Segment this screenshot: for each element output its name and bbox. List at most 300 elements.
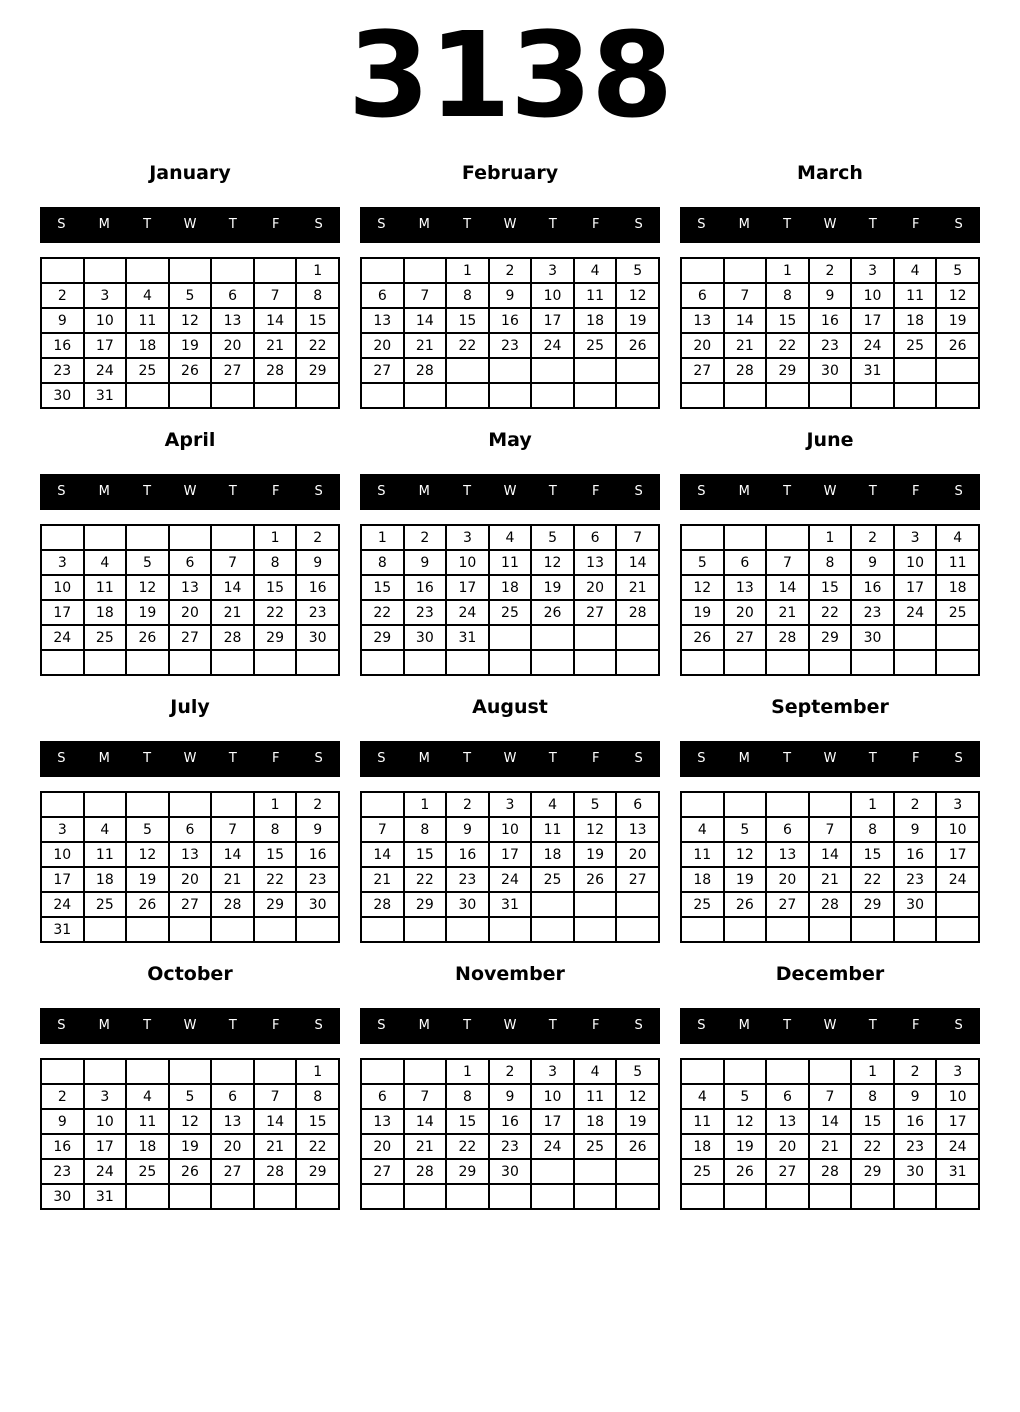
day-cell: 5 xyxy=(169,1084,212,1109)
weekday-label: T xyxy=(783,484,792,499)
day-cell-empty xyxy=(489,358,532,383)
weekday-label: F xyxy=(591,1018,600,1033)
day-cell-empty xyxy=(766,525,809,550)
week-row xyxy=(361,1109,659,1134)
day-cell: 26 xyxy=(531,600,574,625)
day-cell: 29 xyxy=(254,625,297,650)
day-cell: 14 xyxy=(809,1109,852,1134)
week-row xyxy=(361,917,659,942)
day-cell-empty xyxy=(361,792,404,817)
day-cell: 18 xyxy=(126,333,169,358)
day-cell: 28 xyxy=(254,1159,297,1184)
day-cell-empty xyxy=(681,1059,724,1084)
day-cell: 15 xyxy=(446,1109,489,1134)
month-title: March xyxy=(797,162,863,184)
day-cell: 20 xyxy=(211,333,254,358)
day-cell-empty xyxy=(404,1059,447,1084)
day-cell: 21 xyxy=(211,867,254,892)
week-row xyxy=(681,525,979,550)
day-cell: 9 xyxy=(296,817,339,842)
day-cell-empty xyxy=(126,383,169,408)
day-cell: 7 xyxy=(766,550,809,575)
day-cell-empty xyxy=(211,1184,254,1209)
day-cell: 8 xyxy=(296,1084,339,1109)
day-cell: 15 xyxy=(361,575,404,600)
day-cell: 26 xyxy=(616,333,659,358)
month-days-table xyxy=(360,791,660,943)
day-cell-empty xyxy=(254,1184,297,1209)
day-cell: 28 xyxy=(211,625,254,650)
day-cell-empty xyxy=(84,650,127,675)
day-cell: 31 xyxy=(84,383,127,408)
weekday-label: T xyxy=(868,484,877,499)
week-row xyxy=(361,842,659,867)
day-cell: 31 xyxy=(936,1159,979,1184)
day-cell: 29 xyxy=(296,1159,339,1184)
day-cell: 24 xyxy=(531,333,574,358)
week-row xyxy=(361,333,659,358)
day-cell: 21 xyxy=(361,867,404,892)
day-cell: 3 xyxy=(531,1059,574,1084)
day-cell: 23 xyxy=(489,1134,532,1159)
day-cell: 29 xyxy=(361,625,404,650)
week-row xyxy=(361,892,659,917)
weekday-label: T xyxy=(868,1018,877,1033)
month-days-table xyxy=(360,257,660,409)
day-cell: 30 xyxy=(446,892,489,917)
day-cell: 16 xyxy=(446,842,489,867)
day-cell: 26 xyxy=(724,1159,767,1184)
day-cell: 6 xyxy=(361,1084,404,1109)
day-cell-empty xyxy=(724,525,767,550)
day-cell: 22 xyxy=(446,1134,489,1159)
day-cell: 23 xyxy=(41,1159,84,1184)
weekday-label: F xyxy=(911,217,920,232)
day-cell: 19 xyxy=(169,1134,212,1159)
day-cell: 24 xyxy=(489,867,532,892)
day-cell: 22 xyxy=(254,867,297,892)
day-cell: 18 xyxy=(681,867,724,892)
day-cell: 14 xyxy=(404,308,447,333)
day-cell: 5 xyxy=(126,817,169,842)
day-cell: 18 xyxy=(84,867,127,892)
day-cell: 26 xyxy=(169,358,212,383)
weekday-label: S xyxy=(314,751,323,766)
day-cell-empty xyxy=(446,358,489,383)
day-cell: 21 xyxy=(616,575,659,600)
day-cell: 11 xyxy=(681,842,724,867)
day-cell: 25 xyxy=(84,892,127,917)
day-cell: 23 xyxy=(894,1134,937,1159)
day-cell-empty xyxy=(211,917,254,942)
day-cell: 4 xyxy=(84,817,127,842)
weekday-label: S xyxy=(954,217,963,232)
day-cell: 14 xyxy=(254,308,297,333)
weekday-label: T xyxy=(228,1018,237,1033)
week-row xyxy=(361,258,659,283)
day-cell: 6 xyxy=(681,283,724,308)
weekday-header xyxy=(680,207,980,243)
week-row xyxy=(41,550,339,575)
day-cell: 16 xyxy=(41,1134,84,1159)
month-title: October xyxy=(147,963,233,985)
day-cell: 6 xyxy=(766,817,809,842)
day-cell: 25 xyxy=(574,1134,617,1159)
day-cell: 5 xyxy=(936,258,979,283)
day-cell: 2 xyxy=(809,258,852,283)
day-cell: 1 xyxy=(446,1059,489,1084)
day-cell: 9 xyxy=(894,1084,937,1109)
weekday-label: M xyxy=(738,1018,750,1033)
day-cell: 23 xyxy=(851,600,894,625)
day-cell: 4 xyxy=(126,283,169,308)
day-cell-empty xyxy=(681,525,724,550)
day-cell: 16 xyxy=(894,1109,937,1134)
day-cell-empty xyxy=(126,525,169,550)
day-cell-empty xyxy=(809,1184,852,1209)
day-cell: 12 xyxy=(531,550,574,575)
day-cell-empty xyxy=(724,917,767,942)
week-row xyxy=(361,550,659,575)
day-cell: 15 xyxy=(296,1109,339,1134)
day-cell: 30 xyxy=(296,892,339,917)
day-cell: 7 xyxy=(361,817,404,842)
day-cell: 26 xyxy=(724,892,767,917)
weekday-label: M xyxy=(98,1018,110,1033)
day-cell: 27 xyxy=(724,625,767,650)
day-cell: 26 xyxy=(574,867,617,892)
day-cell-empty xyxy=(254,258,297,283)
day-cell: 18 xyxy=(681,1134,724,1159)
day-cell: 19 xyxy=(531,575,574,600)
day-cell-empty xyxy=(531,892,574,917)
day-cell: 22 xyxy=(404,867,447,892)
day-cell: 16 xyxy=(489,1109,532,1134)
week-row xyxy=(681,842,979,867)
day-cell-empty xyxy=(296,917,339,942)
day-cell: 10 xyxy=(894,550,937,575)
day-cell-empty xyxy=(169,1184,212,1209)
day-cell-empty xyxy=(361,1184,404,1209)
day-cell-empty xyxy=(766,1059,809,1084)
day-cell: 17 xyxy=(446,575,489,600)
day-cell: 22 xyxy=(809,600,852,625)
day-cell: 11 xyxy=(531,817,574,842)
weekday-label: M xyxy=(98,751,110,766)
day-cell: 1 xyxy=(296,1059,339,1084)
week-row xyxy=(681,1059,979,1084)
day-cell: 5 xyxy=(126,550,169,575)
day-cell: 21 xyxy=(809,1134,852,1159)
weekday-label: W xyxy=(823,484,837,499)
day-cell-empty xyxy=(404,258,447,283)
month-october xyxy=(40,959,340,1210)
week-row xyxy=(681,917,979,942)
month-days-table xyxy=(680,1058,980,1210)
week-row xyxy=(41,308,339,333)
month-december xyxy=(680,959,980,1210)
month-days-table xyxy=(680,791,980,943)
day-cell-empty xyxy=(126,917,169,942)
day-cell: 22 xyxy=(851,867,894,892)
day-cell: 15 xyxy=(851,1109,894,1134)
day-cell: 5 xyxy=(681,550,724,575)
weekday-label: M xyxy=(738,751,750,766)
day-cell: 3 xyxy=(446,525,489,550)
day-cell: 9 xyxy=(851,550,894,575)
weekday-label: M xyxy=(738,484,750,499)
day-cell-empty xyxy=(616,1184,659,1209)
week-row xyxy=(681,892,979,917)
weekday-header xyxy=(680,474,980,510)
day-cell: 2 xyxy=(446,792,489,817)
day-cell: 6 xyxy=(616,792,659,817)
day-cell-empty xyxy=(681,792,724,817)
day-cell: 6 xyxy=(211,283,254,308)
weekday-header xyxy=(40,207,340,243)
day-cell-empty xyxy=(446,1184,489,1209)
day-cell: 26 xyxy=(936,333,979,358)
day-cell-empty xyxy=(851,383,894,408)
week-row xyxy=(41,1084,339,1109)
day-cell: 25 xyxy=(936,600,979,625)
week-row xyxy=(681,867,979,892)
day-cell: 11 xyxy=(84,842,127,867)
day-cell: 6 xyxy=(574,525,617,550)
week-row xyxy=(41,1109,339,1134)
day-cell: 18 xyxy=(574,308,617,333)
day-cell: 24 xyxy=(936,1134,979,1159)
weekday-label: S xyxy=(377,1018,386,1033)
day-cell: 31 xyxy=(446,625,489,650)
day-cell: 13 xyxy=(574,550,617,575)
day-cell: 20 xyxy=(724,600,767,625)
weekday-label: F xyxy=(271,751,280,766)
day-cell: 12 xyxy=(126,575,169,600)
day-cell: 24 xyxy=(41,892,84,917)
day-cell-empty xyxy=(84,258,127,283)
day-cell-empty xyxy=(489,1184,532,1209)
day-cell: 2 xyxy=(894,1059,937,1084)
day-cell-empty xyxy=(211,525,254,550)
day-cell-empty xyxy=(211,650,254,675)
day-cell: 20 xyxy=(169,867,212,892)
day-cell: 24 xyxy=(446,600,489,625)
day-cell-empty xyxy=(531,383,574,408)
day-cell-empty xyxy=(681,650,724,675)
week-row xyxy=(41,383,339,408)
weekday-label: S xyxy=(954,751,963,766)
weekday-header xyxy=(360,1008,660,1044)
day-cell: 22 xyxy=(296,1134,339,1159)
day-cell: 25 xyxy=(126,358,169,383)
day-cell: 8 xyxy=(254,817,297,842)
day-cell: 1 xyxy=(296,258,339,283)
weekday-label: S xyxy=(697,751,706,766)
day-cell: 1 xyxy=(766,258,809,283)
day-cell: 12 xyxy=(126,842,169,867)
day-cell: 14 xyxy=(254,1109,297,1134)
day-cell: 21 xyxy=(809,867,852,892)
week-row xyxy=(41,817,339,842)
day-cell: 30 xyxy=(41,1184,84,1209)
day-cell: 16 xyxy=(296,842,339,867)
weekday-label: S xyxy=(634,217,643,232)
day-cell: 13 xyxy=(361,1109,404,1134)
day-cell: 4 xyxy=(681,817,724,842)
day-cell: 21 xyxy=(766,600,809,625)
day-cell-empty xyxy=(404,383,447,408)
day-cell: 10 xyxy=(84,308,127,333)
day-cell-empty xyxy=(616,1159,659,1184)
day-cell: 10 xyxy=(851,283,894,308)
week-row xyxy=(681,1084,979,1109)
day-cell: 6 xyxy=(169,817,212,842)
day-cell: 8 xyxy=(446,283,489,308)
day-cell: 2 xyxy=(851,525,894,550)
day-cell: 23 xyxy=(404,600,447,625)
day-cell: 17 xyxy=(489,842,532,867)
day-cell: 3 xyxy=(936,1059,979,1084)
weekday-header xyxy=(360,207,660,243)
day-cell-empty xyxy=(84,525,127,550)
day-cell-empty xyxy=(211,792,254,817)
day-cell: 27 xyxy=(211,358,254,383)
day-cell-empty xyxy=(766,917,809,942)
day-cell: 2 xyxy=(41,1084,84,1109)
day-cell: 15 xyxy=(254,575,297,600)
weekday-label: M xyxy=(738,217,750,232)
week-row xyxy=(681,283,979,308)
weekday-header xyxy=(360,474,660,510)
day-cell: 28 xyxy=(809,892,852,917)
day-cell: 17 xyxy=(41,600,84,625)
weekday-label: S xyxy=(697,484,706,499)
day-cell: 9 xyxy=(446,817,489,842)
day-cell: 15 xyxy=(851,842,894,867)
week-row xyxy=(41,600,339,625)
day-cell: 23 xyxy=(41,358,84,383)
month-november xyxy=(360,959,660,1210)
day-cell: 7 xyxy=(211,817,254,842)
day-cell: 26 xyxy=(681,625,724,650)
month-days-table xyxy=(360,524,660,676)
weekday-header xyxy=(360,741,660,777)
weekday-label: T xyxy=(228,484,237,499)
day-cell-empty xyxy=(169,525,212,550)
day-cell: 27 xyxy=(169,892,212,917)
day-cell: 19 xyxy=(616,308,659,333)
week-row xyxy=(361,575,659,600)
weekday-label: T xyxy=(548,217,557,232)
month-days-table xyxy=(40,524,340,676)
day-cell-empty xyxy=(766,792,809,817)
weekday-label: T xyxy=(463,751,472,766)
day-cell: 23 xyxy=(809,333,852,358)
weekday-label: T xyxy=(548,751,557,766)
day-cell: 27 xyxy=(361,358,404,383)
week-row xyxy=(681,308,979,333)
day-cell: 4 xyxy=(936,525,979,550)
week-row xyxy=(681,650,979,675)
day-cell-empty xyxy=(616,383,659,408)
day-cell: 14 xyxy=(211,842,254,867)
week-row xyxy=(41,333,339,358)
day-cell-empty xyxy=(169,792,212,817)
week-row xyxy=(361,308,659,333)
day-cell: 6 xyxy=(211,1084,254,1109)
day-cell: 4 xyxy=(574,1059,617,1084)
weekday-label: F xyxy=(271,217,280,232)
day-cell: 8 xyxy=(809,550,852,575)
day-cell: 11 xyxy=(894,283,937,308)
month-title: April xyxy=(164,429,216,451)
day-cell-empty xyxy=(446,383,489,408)
day-cell: 18 xyxy=(126,1134,169,1159)
day-cell: 1 xyxy=(446,258,489,283)
day-cell: 16 xyxy=(41,333,84,358)
week-row xyxy=(361,283,659,308)
day-cell-empty xyxy=(531,358,574,383)
day-cell-empty xyxy=(41,792,84,817)
day-cell-empty xyxy=(574,892,617,917)
day-cell-empty xyxy=(254,650,297,675)
day-cell: 25 xyxy=(574,333,617,358)
day-cell-empty xyxy=(361,917,404,942)
week-row xyxy=(41,892,339,917)
day-cell-empty xyxy=(894,625,937,650)
day-cell: 18 xyxy=(84,600,127,625)
day-cell: 12 xyxy=(616,1084,659,1109)
day-cell-empty xyxy=(489,650,532,675)
day-cell: 24 xyxy=(531,1134,574,1159)
day-cell: 25 xyxy=(84,625,127,650)
week-row xyxy=(681,1134,979,1159)
weekday-label: S xyxy=(57,484,66,499)
month-days-table xyxy=(40,257,340,409)
day-cell: 20 xyxy=(574,575,617,600)
day-cell-empty xyxy=(296,650,339,675)
day-cell: 7 xyxy=(809,1084,852,1109)
day-cell: 6 xyxy=(766,1084,809,1109)
day-cell: 11 xyxy=(936,550,979,575)
weekday-label: T xyxy=(143,751,152,766)
week-row xyxy=(41,358,339,383)
day-cell-empty xyxy=(84,917,127,942)
week-row xyxy=(681,575,979,600)
day-cell: 18 xyxy=(574,1109,617,1134)
day-cell: 16 xyxy=(489,308,532,333)
day-cell: 15 xyxy=(404,842,447,867)
week-row xyxy=(681,550,979,575)
day-cell-empty xyxy=(574,1184,617,1209)
week-row xyxy=(681,600,979,625)
day-cell: 8 xyxy=(851,817,894,842)
day-cell-empty xyxy=(169,650,212,675)
month-days-table xyxy=(40,791,340,943)
month-august xyxy=(360,692,660,943)
day-cell: 17 xyxy=(936,1109,979,1134)
day-cell: 18 xyxy=(894,308,937,333)
week-row xyxy=(361,625,659,650)
week-row xyxy=(361,792,659,817)
day-cell: 14 xyxy=(211,575,254,600)
weekday-header xyxy=(40,1008,340,1044)
day-cell: 22 xyxy=(766,333,809,358)
day-cell: 28 xyxy=(616,600,659,625)
day-cell: 5 xyxy=(574,792,617,817)
week-row xyxy=(41,650,339,675)
